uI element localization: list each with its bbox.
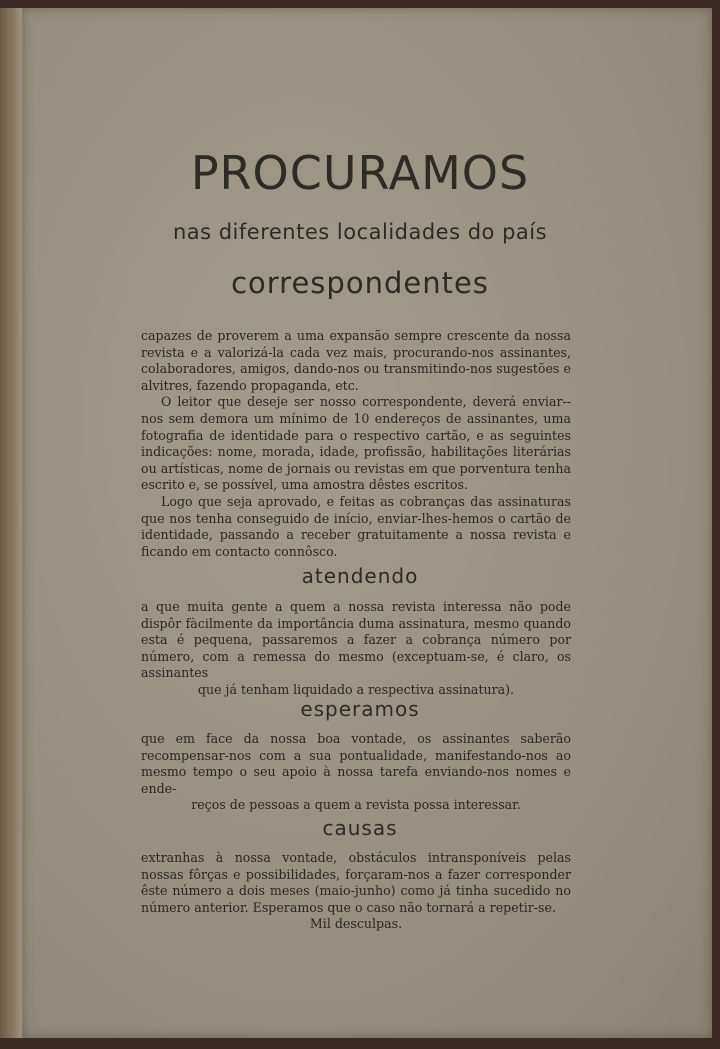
section-last-esperamos: reços de pessoas a quem a revista possa interessar. xyxy=(191,797,521,813)
section-body-esperamos xyxy=(141,731,571,814)
section-last-atendendo: que já tenham liquidado a respectiva assinatura). xyxy=(197,681,515,697)
intro-text-3: Logo que seja aprovado, e feitas as cobranças das assinaturas que nos tenha conseguido de início, enviar-lhes-hemos o cartão de identidade, passando a receber gratuitamente a nossa revista e ficando em contacto connôsco. xyxy=(141,493,571,559)
section-heading-atendendo: atendendo xyxy=(301,564,419,588)
section-heading-esperamos: esperamos xyxy=(300,697,420,721)
page-title: PROCURAMOS xyxy=(190,146,530,200)
page-subtitle: nas diferentes localidades do país xyxy=(172,220,548,244)
intro-text-2: O leitor que deseje ser nosso correspondente, deverá enviar--nos sem demora um mínimo de 10 endereços de assinantes, uma fotografia de identidade para o respectivo cartão, e as seguintes indicações: nome, morada, idade, profissão, habilitações literárias ou artísticas, nome de jornais ou revistas em que porventura tenha escrito e, se possível, uma amostra dêstes escritos. xyxy=(141,394,571,493)
section-text-atendendo: a que muita gente a quem a nossa revista interessa não pode dispôr fàcilmente da importância duma assinatura, mesmo quando esta é pequena, passaremos a fazer a cobrança número por número, com a remessa do mesmo (exceptuam-se, é claro, os assinantes xyxy=(141,599,571,681)
intro-text-1: capazes de proverem a uma expansão sempre crescente da nossa revista e a valorizá-la cada vez mais, procurando-nos assinantes, colaboradores, amigos, dando-nos ou transmitindo-nos sugestões e alvitres, fazendo propaganda, etc. xyxy=(141,328,571,393)
intro-paragraph xyxy=(141,328,571,560)
page-subtitle-correspondentes: correspondentes xyxy=(231,266,489,300)
section-last-causas: Mil desculpas. xyxy=(309,916,403,932)
section-body-causas xyxy=(141,850,571,933)
section-body-atendendo xyxy=(141,599,571,699)
section-heading-causas: causas xyxy=(322,816,398,840)
section-text-causas: extranhas à nossa vontade, obstáculos intransponíveis pelas nossas fôrças e possibilidades, forçaram-nos a fazer corresponder êste número a dois meses (maio-junho) como já tinha sucedido no número anterior. Esperamos que o caso não tornará a repetir-se. xyxy=(141,850,571,915)
section-text-esperamos: que em face da nossa boa vontade, os assinantes saberão recompensar-nos com a sua pontualidade, manifestando-nos ao mesmo tempo o seu apoio à nossa tarefa enviando-nos nomes e ende- xyxy=(141,731,571,796)
